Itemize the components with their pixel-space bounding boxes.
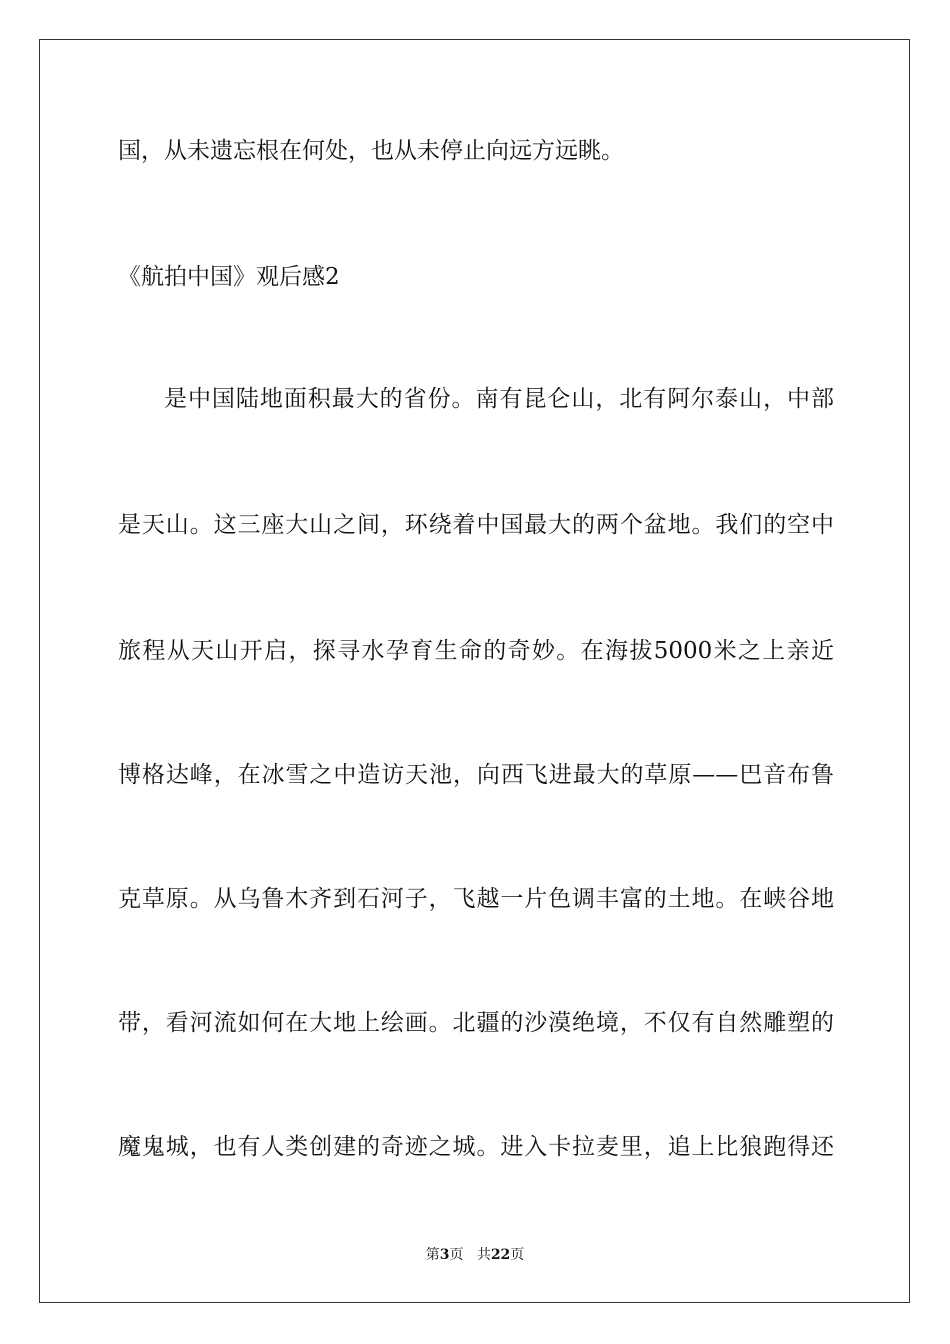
total-pages: 22 (490, 1247, 511, 1263)
footer-prefix: 第 (425, 1247, 440, 1263)
footer-total-suffix: 页 (510, 1247, 525, 1263)
page-border (39, 39, 910, 1303)
paragraph-line-3: 旅程从天山开启，探寻水孕育生命的奇妙。在海拔5000米之上亲近 (118, 638, 834, 664)
paragraph-line-5: 克草原。从乌鲁木齐到石河子，飞越一片色调丰富的土地。在峡谷地 (118, 886, 834, 912)
paragraph-first-line: 是中国陆地面积最大的省份。南有昆仑山，北有阿尔泰山，中部 (164, 386, 834, 412)
paragraph-line-2: 是天山。这三座大山之间，环绕着中国最大的两个盆地。我们的空中 (118, 512, 834, 538)
paragraph-line-6: 带，看河流如何在大地上绘画。北疆的沙漠绝境，不仅有自然雕塑的 (118, 1010, 834, 1036)
page-footer (0, 1246, 950, 1264)
paragraph-line-7: 魔鬼城，也有人类创建的奇迹之城。进入卡拉麦里，追上比狼跑得还 (118, 1134, 834, 1160)
section-heading: 《航拍中国》观后感2 (118, 264, 340, 290)
paragraph-line-4: 博格达峰，在冰雪之中造访天池，向西飞进最大的草原——巴音布鲁 (118, 762, 834, 788)
footer-total-prefix: 共 (476, 1247, 491, 1263)
text-line-1: 国，从未遗忘根在何处，也从未停止向远方远眺。 (118, 138, 624, 164)
footer-page-suffix: 页 (449, 1247, 464, 1263)
page-number: 3 (439, 1247, 450, 1263)
